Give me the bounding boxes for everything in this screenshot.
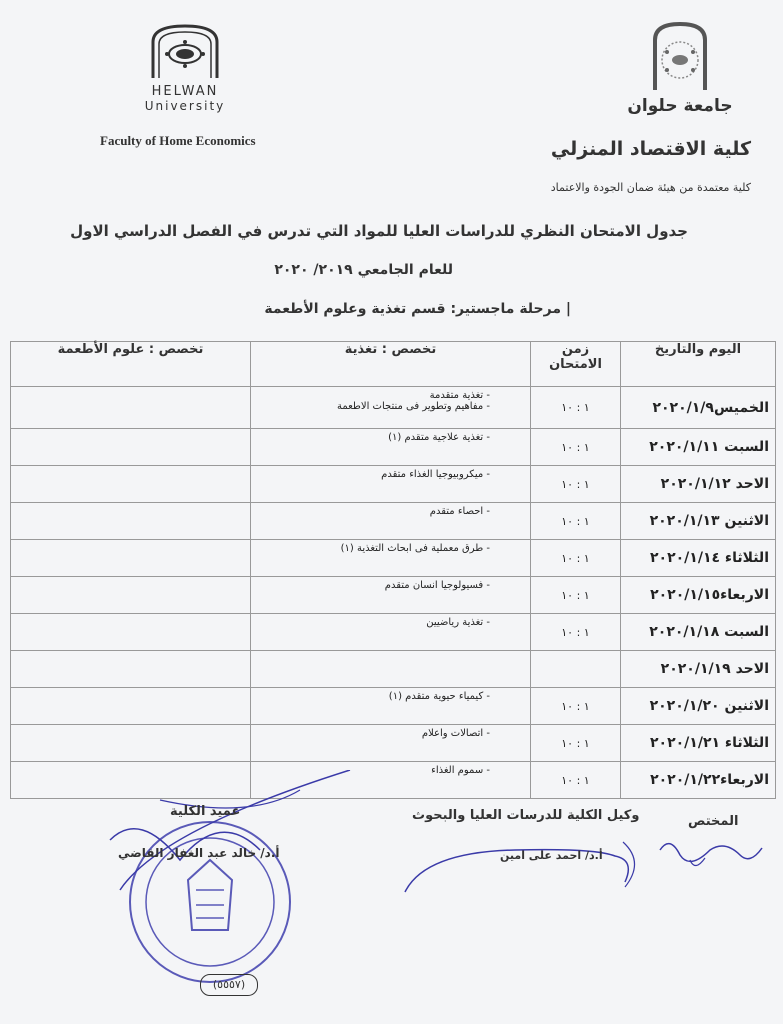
table-row bbox=[11, 429, 776, 466]
row-nutrition-subject bbox=[251, 387, 531, 429]
row-date: الاحد ٢٠٢٠/١/١٩ bbox=[621, 651, 776, 688]
row-duration: ١ : ١٠ bbox=[531, 466, 621, 503]
helwan-logo-ar bbox=[625, 20, 735, 120]
row-date: السبت ٢٠٢٠/١/١١ bbox=[621, 429, 776, 466]
header-duration: زمن الامتحان bbox=[531, 342, 621, 387]
table-row bbox=[11, 614, 776, 651]
table-row bbox=[11, 540, 776, 577]
exam-schedule-table bbox=[10, 341, 776, 799]
subject-line: - طرق معملية فى ابحاث التغذية (١) bbox=[340, 543, 490, 554]
row-food-subject bbox=[11, 540, 251, 577]
dean-title: عميد الكلية bbox=[170, 804, 241, 819]
row-date: الخميس٢٠٢٠/١/٩ bbox=[621, 387, 776, 429]
table-row bbox=[11, 577, 776, 614]
row-nutrition-subject bbox=[251, 614, 531, 651]
row-food-subject bbox=[11, 466, 251, 503]
row-date: الاربعاء٢٠٢٠/١/١٥ bbox=[621, 577, 776, 614]
row-date: الثلاثاء ٢٠٢٠/١/١٤ bbox=[621, 540, 776, 577]
specialist-signature-icon bbox=[650, 830, 770, 880]
university-name-line2: University bbox=[144, 99, 226, 113]
row-duration: ١ : ١٠ bbox=[531, 387, 621, 429]
table-row bbox=[11, 725, 776, 762]
table-row bbox=[11, 466, 776, 503]
row-date: السبت ٢٠٢٠/١/١٨ bbox=[621, 614, 776, 651]
row-duration: ١ : ١٠ bbox=[531, 725, 621, 762]
university-emblem-icon bbox=[145, 22, 225, 82]
header-nutrition: تخصص : تغذية bbox=[251, 342, 531, 387]
header-day-date: اليوم والتاريخ bbox=[621, 342, 776, 387]
row-duration bbox=[531, 651, 621, 688]
serial-number: (٥٥٥٧) bbox=[200, 974, 258, 996]
table-row bbox=[11, 387, 776, 429]
row-duration: ١ : ١٠ bbox=[531, 688, 621, 725]
subject-line-2: - مفاهيم وتطوير فى منتجات الاطعمة bbox=[336, 401, 490, 412]
row-date: الثلاثاء ٢٠٢٠/١/٢١ bbox=[621, 725, 776, 762]
university-name-line1: HELWAN bbox=[151, 84, 219, 99]
faculty-name-ar: كلية الاقتصاد المنزلي bbox=[550, 138, 751, 160]
university-name-ar: جامعة حلوان bbox=[627, 96, 733, 116]
row-duration: ١ : ١٠ bbox=[531, 614, 621, 651]
subject-line: - تغذية متقدمة bbox=[429, 390, 490, 401]
row-food-subject bbox=[11, 503, 251, 540]
row-nutrition-subject bbox=[251, 540, 531, 577]
helwan-logo-en bbox=[135, 22, 235, 112]
row-date: الاثنين ٢٠٢٠/١/٢٠ bbox=[621, 688, 776, 725]
row-nutrition-subject bbox=[251, 466, 531, 503]
row-duration: ١ : ١٠ bbox=[531, 762, 621, 799]
table-row bbox=[11, 651, 776, 688]
stage-department-text: مرحلة ماجستير: قسم تغذية وعلوم الأطعمة bbox=[264, 301, 561, 317]
row-duration: ١ : ١٠ bbox=[531, 503, 621, 540]
row-food-subject bbox=[11, 577, 251, 614]
row-food-subject bbox=[11, 614, 251, 651]
subject-line: - كيمياء حيوية متقدم (١) bbox=[388, 691, 490, 702]
row-date: الاثنين ٢٠٢٠/١/١٣ bbox=[621, 503, 776, 540]
table-row bbox=[11, 688, 776, 725]
header-food-science: تخصص : علوم الأطعمة bbox=[11, 342, 251, 387]
faculty-name-en: Faculty of Home Economics bbox=[100, 133, 256, 148]
row-nutrition-subject bbox=[251, 651, 531, 688]
row-food-subject bbox=[11, 429, 251, 466]
subject-line: - احصاء متقدم bbox=[429, 506, 490, 517]
row-date: الاحد ٢٠٢٠/١/١٢ bbox=[621, 466, 776, 503]
vice-dean-title: وكيل الكلية للدرسات العليا والبحوث bbox=[412, 808, 640, 823]
row-food-subject bbox=[11, 688, 251, 725]
subject-line: - تغذية رياضيين bbox=[426, 617, 490, 628]
row-nutrition-subject bbox=[251, 725, 531, 762]
stage-department: | مرحلة ماجستير: قسم تغذية وعلوم الأطعمة bbox=[264, 301, 571, 317]
schedule-title: جدول الامتحان النظري للدراسات العليا للمواد التي تدرس في الفصل الدراسي الاول bbox=[70, 222, 688, 240]
university-emblem-icon bbox=[635, 20, 725, 92]
dean-name: أ.د/ خالد عبد الغفار القاضي bbox=[118, 846, 280, 860]
row-duration: ١ : ١٠ bbox=[531, 429, 621, 466]
specialist-title: المختص bbox=[688, 814, 739, 829]
vice-dean-name: أ.د/ احمد على امين bbox=[500, 849, 603, 862]
table-header-row bbox=[11, 342, 776, 387]
academic-year: للعام الجامعي ٢٠١٩/ ٢٠٢٠ bbox=[274, 262, 453, 278]
row-food-subject bbox=[11, 651, 251, 688]
subject-line: - اتصالات واعلام bbox=[421, 728, 490, 739]
subject-line: - تغذية علاجية متقدم (١) bbox=[388, 432, 490, 443]
subject-line: - فسيولوجيا انسان متقدم bbox=[384, 580, 490, 591]
row-nutrition-subject bbox=[251, 688, 531, 725]
row-nutrition-subject bbox=[251, 577, 531, 614]
accreditation-note: كلية معتمدة من هيئة ضمان الجودة والاعتماد bbox=[550, 181, 751, 194]
row-date: الاربعاء٢٠٢٠/١/٢٢ bbox=[621, 762, 776, 799]
table-row bbox=[11, 503, 776, 540]
row-duration: ١ : ١٠ bbox=[531, 577, 621, 614]
row-food-subject bbox=[11, 725, 251, 762]
row-duration: ١ : ١٠ bbox=[531, 540, 621, 577]
row-food-subject bbox=[11, 387, 251, 429]
row-nutrition-subject bbox=[251, 429, 531, 466]
subject-line: - ميكروبيوجيا الغذاء متقدم bbox=[381, 469, 490, 480]
subject-line: - سموم الغذاء bbox=[431, 765, 490, 776]
row-nutrition-subject bbox=[251, 503, 531, 540]
